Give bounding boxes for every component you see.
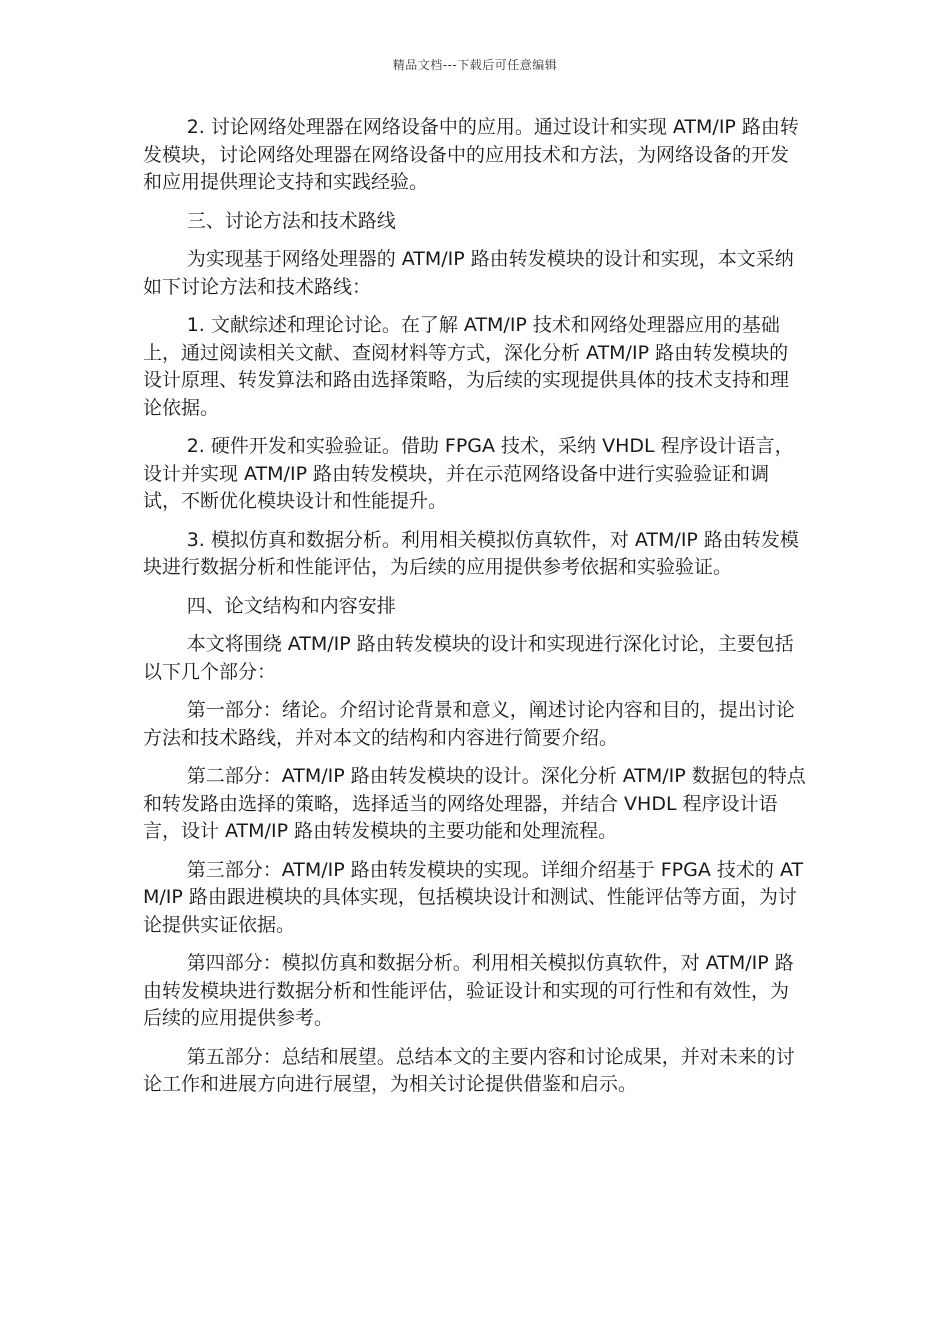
paragraph-structure-intro: 本文将围绕 ATM/IP 路由转发模块的设计和实现进行深化讨论，主要包括以下几个部分： xyxy=(143,633,794,683)
paragraph-part-5: 第五部分：总结和展望。总结本文的主要内容和讨论成果，并对未来的讨论工作和进展方向进行展望，为相关讨论提供借鉴和启示。 xyxy=(143,1045,795,1095)
paragraph-method-2: 2. 硬件开发和实验验证。借助 FPGA 技术，采纳 VHDL 程序设计语言，设计并实现 ATM/IP 路由转发模块，并在示范网络设备中进行实验验证和调试，不断优化模块设计和性能提升。 xyxy=(143,435,794,512)
paragraph-method-1: 1. 文献综述和理论讨论。在了解 ATM/IP 技术和网络处理器应用的基础上，通过阅读相关文献、查阅材料等方式，深化分析 ATM/IP 路由转发模块的设计原理、转发算法和路由选择策略，为后续的实现提供具体的技术支持和理论依据。 xyxy=(143,314,790,419)
paragraph-research-goal-2: 2. 讨论网络处理器在网络设备中的应用。通过设计和实现 ATM/IP 路由转发模块，讨论网络处理器在网络设备中的应用技术和方法，为网络设备的开发和应用提供理论支持和实践经验。 xyxy=(143,116,799,193)
page-header: 精品文档---下载后可任意编辑 xyxy=(392,58,558,72)
paragraph-part-4: 第四部分：模拟仿真和数据分析。利用相关模拟仿真软件，对 ATM/IP 路由转发模块进行数据分析和性能评估，验证设计和实现的可行性和有效性，为后续的应用提供参考。 xyxy=(143,952,794,1029)
paragraph-part-1: 第一部分：绪论。介绍讨论背景和意义，阐述讨论内容和目的，提出讨论方法和技术路线，并对本文的结构和内容进行简要介绍。 xyxy=(143,699,795,749)
paragraph-method-3: 3. 模拟仿真和数据分析。利用相关模拟仿真软件，对 ATM/IP 路由转发模块进行数据分析和性能评估，为后续的应用提供参考依据和实验验证。 xyxy=(143,528,799,578)
section-heading-structure: 四、论文结构和内容安排 xyxy=(186,594,396,617)
section-heading-methods: 三、讨论方法和技术路线 xyxy=(186,209,396,232)
paragraph-part-3: 第三部分：ATM/IP 路由转发模块的实现。详细介绍基于 FPGA 技术的 ATM/IP 路由跟进模块的具体实现，包括模块设计和测试、性能评估等方面，为讨论提供实证依据。 xyxy=(143,858,804,936)
document-body xyxy=(143,114,806,1110)
paragraph-part-2: 第二部分：ATM/IP 路由转发模块的设计。深化分析 ATM/IP 数据包的特点和转发路由选择的策略，选择适当的网络处理器，并结合 VHDL 程序设计语言，设计 ATM/IP 路由转发模块的主要功能和处理流程。 xyxy=(143,765,806,842)
paragraph-methods-intro: 为实现基于网络处理器的 ATM/IP 路由转发模块的设计和实现，本文采纳如下讨论方法和技术路线： xyxy=(143,248,794,298)
